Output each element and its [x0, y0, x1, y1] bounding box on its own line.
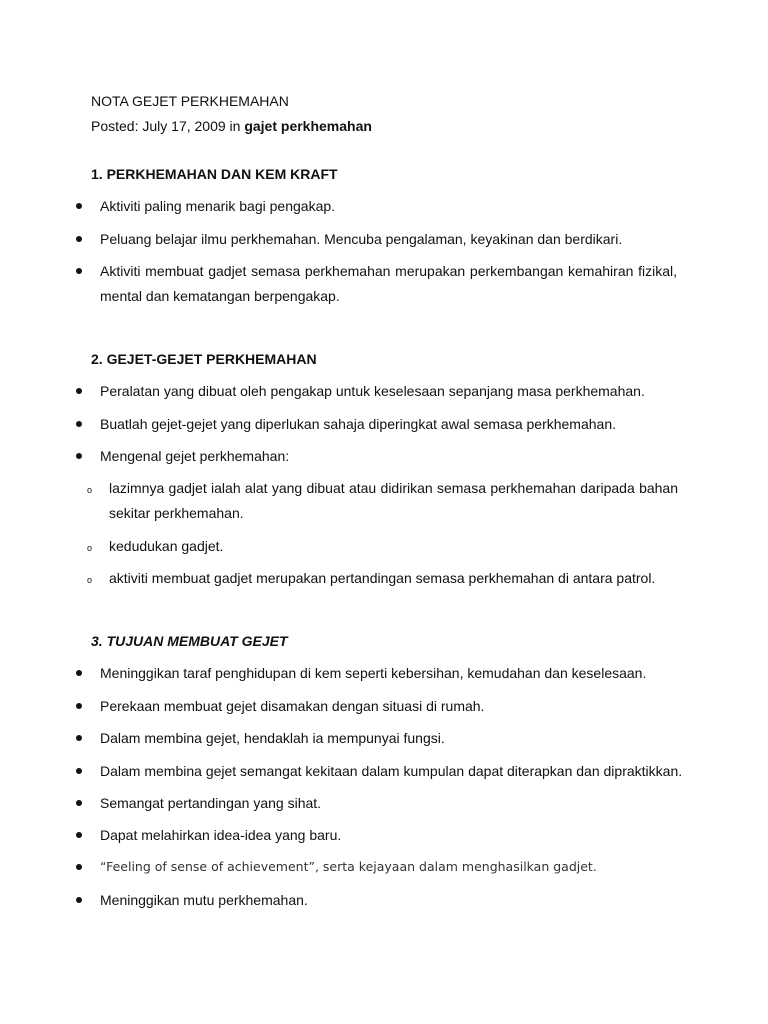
list-item: Aktiviti membuat gadjet semasa perkhemahan merupakan perkembangan kemahiran fizikal, — [100, 263, 677, 279]
list-item: Perekaan membuat gejet disamakan dengan situasi di rumah. — [100, 698, 485, 714]
list-item: Aktiviti paling menarik bagi pengakap. — [100, 198, 336, 214]
list-item: Buatlah gejet-gejet yang diperlukan sahaja diperingkat awal semasa perkhemahan. — [100, 416, 616, 432]
list-item: Meninggikan mutu perkhemahan. — [100, 892, 308, 908]
list-item: Semangat pertandingan yang sihat. — [100, 795, 322, 811]
document-title: NOTA GEJET PERKHEMAHAN — [91, 93, 289, 109]
bullet-icon — [76, 453, 82, 459]
bullet-icon — [76, 421, 82, 427]
sub-list-item: lazimnya gadjet ialah alat yang dibuat atau didirikan semasa perkhemahan daripada bahan — [109, 480, 678, 496]
list-item: “Feeling of sense of achievement”, serta kejayaan dalam menghasilkan gadjet. — [100, 859, 597, 874]
sub-list-item: kedudukan gadjet. — [109, 538, 224, 554]
sub-bullet-icon: o — [87, 485, 93, 495]
list-item: Dalam membina gejet semangat kekitaan dalam kumpulan dapat diterapkan dan dipraktikkan. — [100, 763, 683, 779]
list-item: Dapat melahirkan idea-idea yang baru. — [100, 827, 342, 843]
list-item-continuation: mental dan kematangan berpengakap. — [100, 288, 340, 304]
section-3-heading: 3. TUJUAN MEMBUAT GEJET — [91, 633, 288, 649]
list-item: Peralatan yang dibuat oleh pengakap untuk keselesaan sepanjang masa perkhemahan. — [100, 383, 645, 399]
sub-bullet-icon: o — [87, 543, 93, 553]
bullet-icon — [76, 388, 82, 394]
bullet-icon — [76, 832, 82, 838]
sub-list-item-continuation: sekitar perkhemahan. — [109, 505, 244, 521]
bullet-icon — [76, 897, 82, 903]
sub-list-item: aktiviti membuat gadjet merupakan pertandingan semasa perkhemahan di antara patrol. — [109, 570, 656, 586]
bullet-icon — [76, 670, 82, 676]
bullet-icon — [76, 800, 82, 806]
section-2-heading: 2. GEJET-GEJET PERKHEMAHAN — [91, 351, 317, 367]
list-item: Dalam membina gejet, hendaklah ia mempunyai fungsi. — [100, 730, 445, 746]
posted-prefix: Posted: July 17, 2009 in — [91, 118, 245, 134]
list-item: Mengenal gejet perkhemahan: — [100, 448, 290, 464]
bullet-icon — [76, 735, 82, 741]
bullet-icon — [76, 703, 82, 709]
bullet-icon — [76, 236, 82, 242]
bullet-icon — [76, 864, 82, 870]
bullet-icon — [76, 768, 82, 774]
section-1-heading: 1. PERKHEMAHAN DAN KEM KRAFT — [91, 166, 338, 182]
posted-line — [91, 117, 372, 135]
list-item: Meninggikan taraf penghidupan di kem seperti kebersihan, kemudahan dan keselesaan. — [100, 665, 647, 681]
posted-category-link[interactable]: gajet perkhemahan — [244, 118, 372, 134]
list-item: Peluang belajar ilmu perkhemahan. Mencuba pengalaman, keyakinan dan berdikari. — [100, 231, 623, 247]
sub-bullet-icon: o — [87, 575, 93, 585]
bullet-icon — [76, 268, 82, 274]
bullet-icon — [76, 203, 82, 209]
